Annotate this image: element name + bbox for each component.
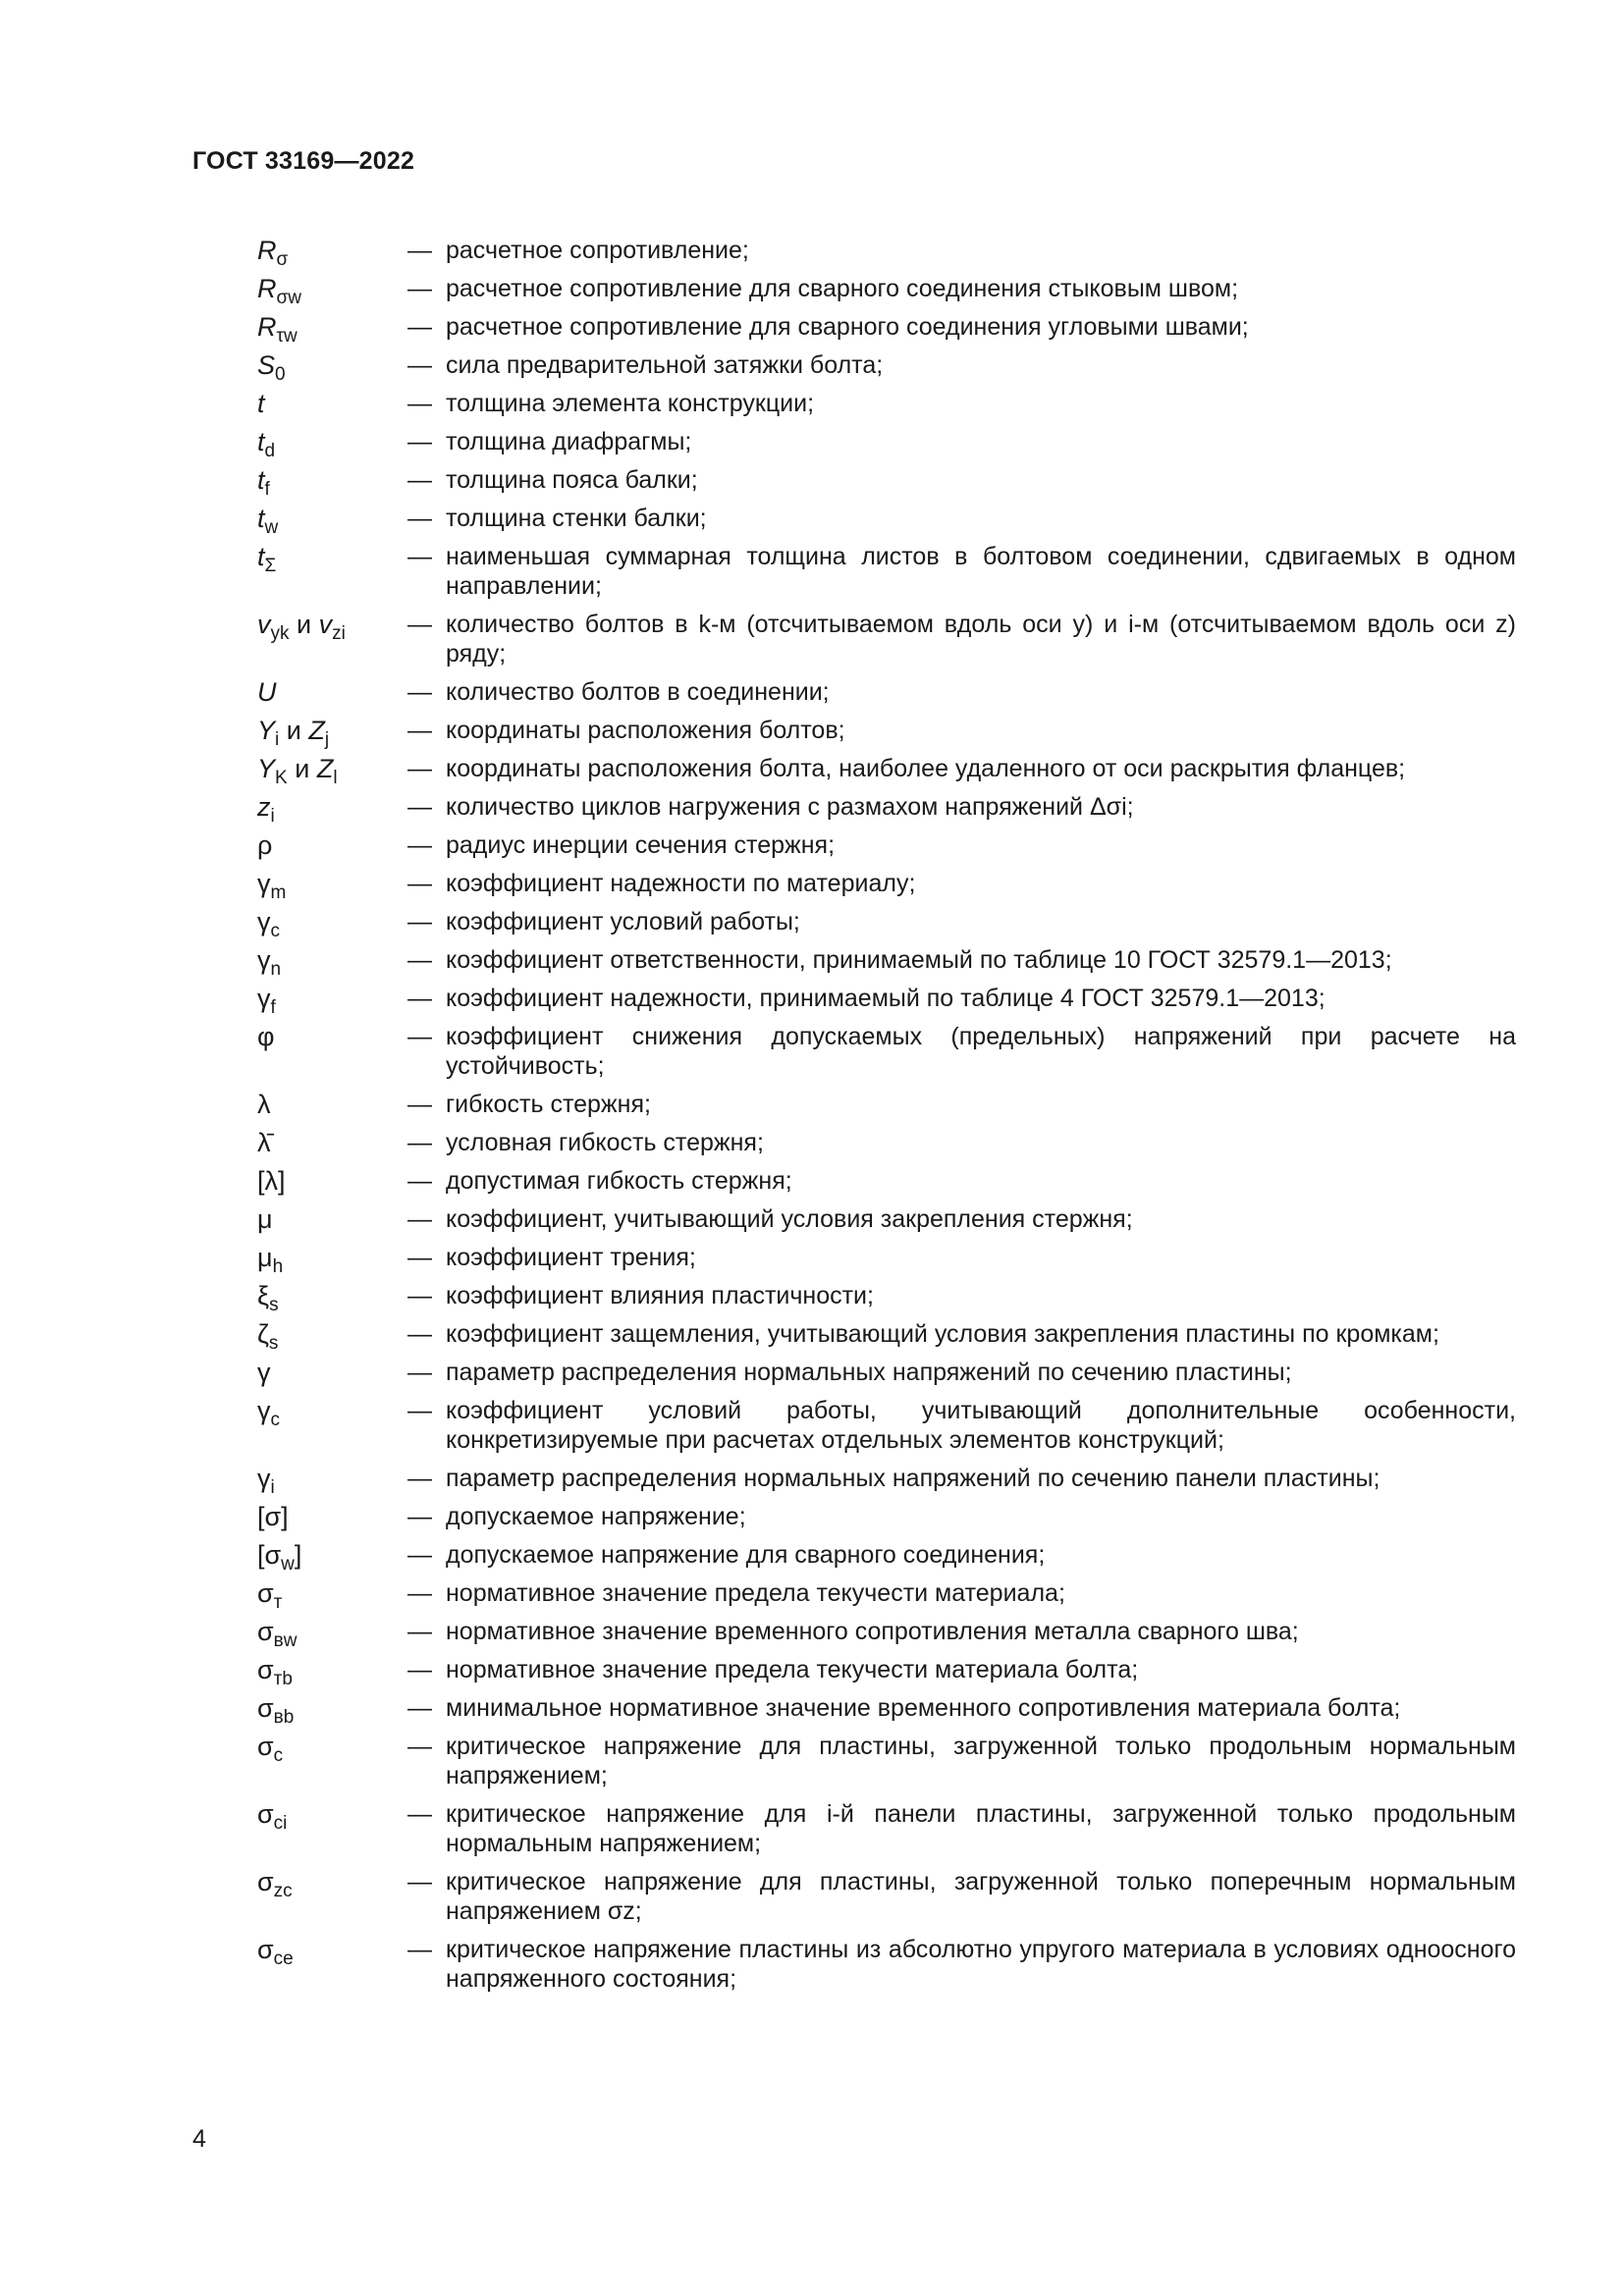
definition-symbol (257, 830, 407, 860)
definition-symbol (257, 945, 407, 980)
symbol-conjunction: и (295, 754, 310, 783)
definition-dash: — (407, 908, 432, 935)
definition-symbol (257, 1502, 407, 1531)
definition-row (257, 1578, 1516, 1613)
definition-text: коэффициент надежности, принимаемый по таблице 4 ГОСТ 32579.1—2013; (446, 985, 1326, 1012)
symbol-main-2: Z (316, 754, 334, 783)
symbol-main: R (257, 236, 277, 265)
symbol-subscript: σw (276, 288, 301, 308)
symbol-main: γ (257, 907, 271, 936)
definition-symbol (257, 1617, 407, 1651)
definition-symbol (257, 236, 407, 270)
symbol-subscript: h (272, 1256, 284, 1277)
symbol-main: φ (257, 1022, 275, 1051)
definition-dash: — (407, 946, 432, 974)
symbol-main: σ (257, 1935, 274, 1964)
definition-text: коэффициент снижения допускаемых (предельных) напряжений при расчете на устойчивость; (446, 1023, 1516, 1080)
symbol-subscript-2: j (324, 729, 330, 750)
symbol-main: t (257, 542, 265, 571)
symbol-main: σ (257, 1799, 274, 1829)
definition-dash: — (407, 1618, 432, 1645)
symbol-main: t (257, 427, 265, 456)
definition-text: параметр распределения нормальных напряжений по сечению панели пластины; (446, 1465, 1380, 1492)
symbol-main: γ (257, 1464, 271, 1493)
definition-symbol (257, 1867, 407, 1901)
definition-row (257, 945, 1516, 980)
definition-symbol (257, 465, 407, 500)
definition-text: допускаемое напряжение для сварного соединения; (446, 1541, 1046, 1569)
definition-symbol (257, 389, 407, 418)
definition-text: количество болтов в соединении; (446, 678, 830, 706)
symbol-main: [σ] (257, 1502, 289, 1531)
symbol-main: σ (257, 1867, 274, 1896)
definition-dash: — (407, 717, 432, 744)
definition-text: параметр распределения нормальных напряжений по сечению пластины; (446, 1359, 1292, 1386)
definition-text: коэффициент трения; (446, 1244, 696, 1271)
symbol-subscript: s (268, 1333, 279, 1354)
definition-text: расчетное сопротивление для сварного соединения стыковым швом; (446, 275, 1239, 302)
symbol-main: σ (257, 1578, 274, 1608)
definition-text: коэффициент условий работы, учитывающий дополнительные особенности, конкретизируемые при расчетах отдельных элементов конструкций; (446, 1397, 1516, 1454)
definition-dash: — (407, 1091, 432, 1118)
definition-dash: — (407, 1503, 432, 1530)
symbol-subscript: τw (276, 326, 298, 347)
symbol-main: γ (257, 984, 271, 1013)
definition-dash: — (407, 1205, 432, 1233)
symbol-main: R (257, 274, 277, 303)
definition-row (257, 754, 1516, 788)
definition-row (257, 677, 1516, 707)
symbol-tail: ] (294, 1540, 302, 1570)
definition-symbol (257, 1799, 407, 1834)
definition-dash: — (407, 428, 432, 455)
definition-text: критическое напряжение для пластины, загруженной только продольным нормальным напряжением; (446, 1733, 1516, 1789)
symbol-subscript: c (273, 1745, 284, 1766)
definition-text: наименьшая суммарная толщина листов в болтовом соединении, сдвигаемых в одном направлении; (446, 543, 1516, 600)
definition-dash: — (407, 1282, 432, 1309)
definition-symbol (257, 1655, 407, 1689)
definition-dash: — (407, 1244, 432, 1271)
symbol-subscript: zc (273, 1881, 293, 1901)
definition-dash: — (407, 1541, 432, 1569)
definition-dash: — (407, 313, 432, 341)
definition-dash: — (407, 793, 432, 821)
definition-row (257, 1022, 1516, 1081)
page-number: 4 (192, 2125, 206, 2153)
symbol-subscript: f (264, 479, 270, 500)
definition-dash: — (407, 1129, 432, 1156)
symbol-main: ζ (257, 1319, 269, 1349)
symbol-subscript: i (270, 806, 275, 827)
definition-text: условная гибкость стержня; (446, 1129, 764, 1156)
definition-dash: — (407, 1320, 432, 1348)
symbol-main: γ (257, 945, 271, 975)
document-header: ГОСТ 33169—2022 (192, 147, 415, 175)
definition-row (257, 1358, 1516, 1387)
definition-row (257, 1732, 1516, 1790)
symbol-subscript: w (264, 517, 279, 538)
symbol-subscript: K (275, 768, 288, 788)
definition-row (257, 907, 1516, 941)
definition-dash: — (407, 611, 432, 638)
definition-row (257, 610, 1516, 668)
definition-row (257, 1319, 1516, 1354)
definition-row (257, 350, 1516, 385)
symbol-subscript: s (269, 1295, 279, 1315)
definition-text: расчетное сопротивление; (446, 237, 749, 264)
definition-row (257, 869, 1516, 903)
symbol-conjunction: и (286, 716, 301, 745)
symbol-main: Y (257, 754, 276, 783)
definition-symbol (257, 677, 407, 707)
definition-dash: — (407, 1733, 432, 1760)
definition-dash: — (407, 1023, 432, 1050)
symbol-main: R (257, 312, 277, 342)
symbol-subscript: i (275, 729, 280, 750)
definition-symbol (257, 1204, 407, 1234)
definition-text: нормативное значение временного сопротивления металла сварного шва; (446, 1618, 1299, 1645)
definition-dash: — (407, 237, 432, 264)
definition-symbol (257, 907, 407, 941)
definition-dash: — (407, 985, 432, 1012)
definition-dash: — (407, 1397, 432, 1424)
definition-symbol (257, 274, 407, 308)
definition-text: критическое напряжение для пластины, загруженной только поперечным нормальным напряжением σz; (446, 1868, 1516, 1925)
definition-symbol (257, 1396, 407, 1430)
definition-row (257, 427, 1516, 461)
definition-dash: — (407, 1694, 432, 1722)
definition-text: количество циклов нагружения с размахом напряжений Δσi; (446, 793, 1134, 821)
definition-row (257, 716, 1516, 750)
definition-symbol (257, 869, 407, 903)
definition-dash: — (407, 351, 432, 379)
symbol-main: [σ (257, 1540, 282, 1570)
symbol-subscript: f (270, 997, 276, 1018)
definition-text: критическое напряжение пластины из абсолютно упругого материала в условиях одноосного напряженного состояния; (446, 1936, 1516, 1993)
symbol-subscript: m (270, 882, 287, 903)
definition-row (257, 236, 1516, 270)
definition-row (257, 1540, 1516, 1575)
definition-symbol (257, 1540, 407, 1575)
definition-symbol (257, 1464, 407, 1498)
definition-text: коэффициент, учитывающий условия закрепления стержня; (446, 1205, 1133, 1233)
symbol-subscript: w (281, 1554, 295, 1575)
symbol-main: ξ (257, 1281, 270, 1310)
symbol-main: γ (257, 1358, 271, 1387)
definition-row (257, 1204, 1516, 1234)
definition-row (257, 1693, 1516, 1728)
definition-symbol (257, 1578, 407, 1613)
definition-row (257, 1867, 1516, 1926)
definition-row (257, 504, 1516, 538)
definitions-list (257, 236, 1516, 2002)
definition-dash: — (407, 755, 432, 782)
definition-symbol (257, 1319, 407, 1354)
definition-text: нормативное значение предела текучести материала болта; (446, 1656, 1139, 1683)
definition-text: допустимая гибкость стержня; (446, 1167, 792, 1195)
definition-row (257, 1128, 1516, 1157)
definition-symbol (257, 1358, 407, 1387)
symbol-subscript: тb (273, 1669, 293, 1689)
definition-text: гибкость стержня; (446, 1091, 651, 1118)
definition-symbol (257, 1090, 407, 1119)
symbol-subscript: вw (273, 1630, 298, 1651)
definition-row (257, 542, 1516, 601)
symbol-main: λ̄ (257, 1128, 271, 1157)
symbol-main: σ (257, 1732, 274, 1761)
definition-symbol (257, 1693, 407, 1728)
definition-dash: — (407, 466, 432, 494)
definition-dash: — (407, 505, 432, 532)
definition-symbol (257, 1166, 407, 1196)
symbol-subscript: n (270, 959, 282, 980)
definition-dash: — (407, 870, 432, 897)
definition-symbol (257, 1022, 407, 1051)
definition-text: толщина стенки балки; (446, 505, 707, 532)
definition-dash: — (407, 543, 432, 570)
symbol-main: v (257, 610, 271, 639)
symbol-subscript: yk (270, 623, 290, 644)
symbol-subscript: d (264, 441, 276, 461)
definition-row (257, 1464, 1516, 1498)
symbol-subscript: c (270, 1410, 280, 1430)
symbol-main: t (257, 504, 265, 533)
definition-dash: — (407, 1359, 432, 1386)
definition-symbol (257, 792, 407, 827)
definition-symbol (257, 984, 407, 1018)
definition-text: координаты расположения болта, наиболее удаленного от оси раскрытия фланцев; (446, 755, 1406, 782)
symbol-main: ρ (257, 830, 273, 860)
definition-symbol (257, 504, 407, 538)
symbol-subscript-2: l (333, 768, 338, 788)
symbol-main: σ (257, 1655, 274, 1684)
symbol-main: Y (257, 716, 276, 745)
definition-symbol (257, 350, 407, 385)
symbol-main: γ (257, 869, 271, 898)
definition-dash: — (407, 831, 432, 859)
symbol-subscript: i (270, 1477, 275, 1498)
definition-symbol (257, 427, 407, 461)
definition-row (257, 1396, 1516, 1455)
symbol-subscript: ci (273, 1813, 288, 1834)
definition-text: радиус инерции сечения стержня; (446, 831, 836, 859)
definition-row (257, 1617, 1516, 1651)
symbol-subscript: c (270, 921, 280, 941)
symbol-main: μ (257, 1243, 273, 1272)
definition-row (257, 1090, 1516, 1119)
definition-row (257, 792, 1516, 827)
definition-row (257, 1502, 1516, 1531)
symbol-subscript: 0 (275, 364, 286, 385)
definition-symbol (257, 754, 407, 788)
definition-text: коэффициент ответственности, принимаемый по таблице 10 ГОСТ 32579.1—2013; (446, 946, 1392, 974)
symbol-main: [λ] (257, 1166, 286, 1196)
symbol-subscript-2: zi (332, 623, 346, 644)
definition-symbol (257, 1243, 407, 1277)
symbol-main-2: Z (308, 716, 325, 745)
definition-text: допускаемое напряжение; (446, 1503, 746, 1530)
symbol-main: γ (257, 1396, 271, 1425)
definition-row (257, 1166, 1516, 1196)
definition-text: толщина элемента конструкции; (446, 390, 815, 417)
definition-symbol (257, 1732, 407, 1766)
definition-row (257, 389, 1516, 418)
symbol-subscript: ce (273, 1949, 294, 1969)
symbol-subscript: вb (273, 1707, 295, 1728)
definition-dash: — (407, 1579, 432, 1607)
symbol-main: t (257, 465, 265, 495)
symbol-main: σ (257, 1617, 274, 1646)
definition-dash: — (407, 678, 432, 706)
definition-text: толщина пояса балки; (446, 466, 698, 494)
definition-symbol (257, 1128, 407, 1157)
definition-symbol (257, 1281, 407, 1315)
definition-text: сила предварительной затяжки болта; (446, 351, 884, 379)
definition-row (257, 830, 1516, 860)
definition-dash: — (407, 275, 432, 302)
definition-text: критическое напряжение для i-й панели пластины, загруженной только продольным нормальным напряжением; (446, 1800, 1516, 1857)
definition-row (257, 274, 1516, 308)
definition-text: коэффициент защемления, учитывающий условия закрепления пластины по кромкам; (446, 1320, 1439, 1348)
definition-text: количество болтов в k-м (отсчитываемом вдоль оси y) и i-м (отсчитываемом вдоль оси z) ряду; (446, 611, 1516, 667)
definition-row (257, 312, 1516, 347)
definition-text: коэффициент влияния пластичности; (446, 1282, 874, 1309)
definition-text: расчетное сопротивление для сварного соединения угловыми швами; (446, 313, 1249, 341)
definition-row (257, 984, 1516, 1018)
definition-dash: — (407, 1465, 432, 1492)
definition-text: нормативное значение предела текучести материала; (446, 1579, 1065, 1607)
symbol-subscript: т (273, 1592, 283, 1613)
symbol-main: t (257, 389, 265, 418)
definition-dash: — (407, 1167, 432, 1195)
symbol-main: U (257, 677, 277, 707)
symbol-main: σ (257, 1693, 274, 1723)
definition-dash: — (407, 1656, 432, 1683)
definition-dash: — (407, 1800, 432, 1828)
definition-dash: — (407, 390, 432, 417)
definition-symbol (257, 610, 407, 644)
symbol-main-2: v (318, 610, 333, 639)
definition-symbol (257, 716, 407, 750)
symbol-subscript: σ (276, 249, 289, 270)
definition-row (257, 1281, 1516, 1315)
definition-dash: — (407, 1936, 432, 1963)
definition-text: коэффициент условий работы; (446, 908, 800, 935)
definition-symbol (257, 312, 407, 347)
definition-text: минимальное нормативное значение временного сопротивления материала болта; (446, 1694, 1401, 1722)
definition-text: коэффициент надежности по материалу; (446, 870, 916, 897)
definition-row (257, 1243, 1516, 1277)
symbol-main: μ (257, 1204, 273, 1234)
symbol-conjunction: и (297, 610, 312, 639)
symbol-main: S (257, 350, 276, 380)
definition-row (257, 465, 1516, 500)
definition-symbol (257, 542, 407, 576)
definition-text: координаты расположения болтов; (446, 717, 845, 744)
definition-symbol (257, 1935, 407, 1969)
symbol-main: z (257, 792, 271, 822)
definition-row (257, 1799, 1516, 1858)
definition-row (257, 1655, 1516, 1689)
symbol-subscript: Σ (264, 556, 277, 576)
definition-dash: — (407, 1868, 432, 1896)
definition-text: толщина диафрагмы; (446, 428, 692, 455)
definition-row (257, 1935, 1516, 1994)
symbol-main: λ (257, 1090, 271, 1119)
